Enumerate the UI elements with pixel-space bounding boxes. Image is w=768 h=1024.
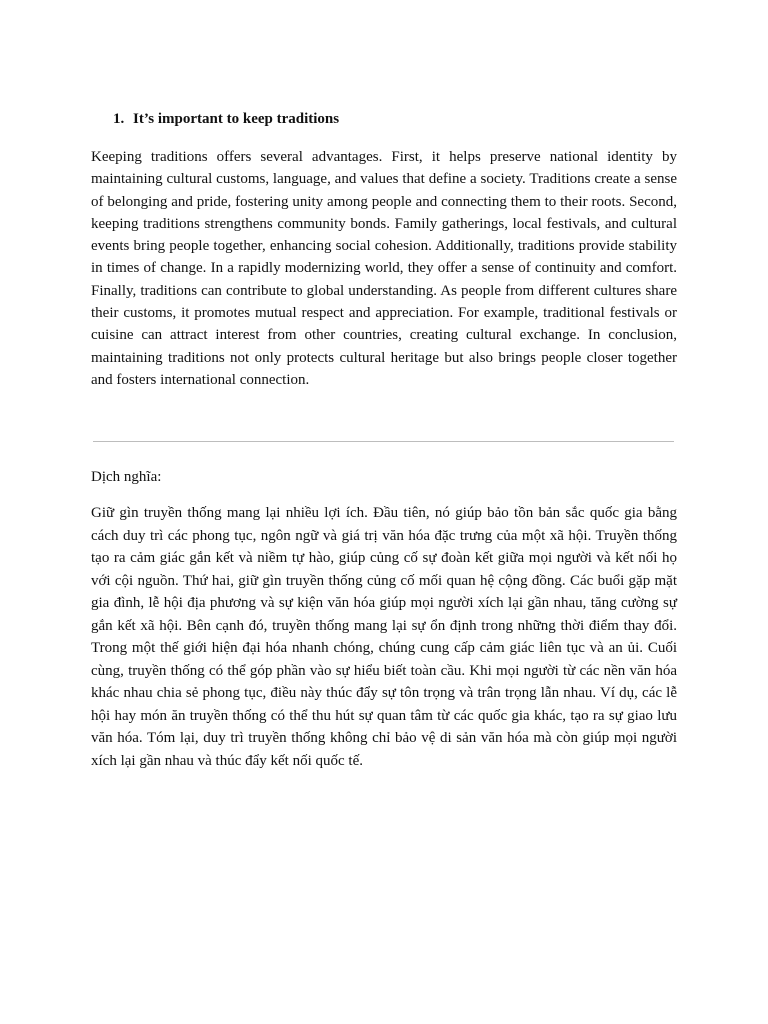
translation-label: Dịch nghĩa: [91,469,162,485]
section-number: 1. [113,111,125,127]
section-divider [93,441,674,442]
english-paragraph: Keeping traditions offers several advantages. First, it helps preserve national identity by maintaining cultural customs, language, and values that define a society. Traditions create a sense of belonging and pride, fostering unity among people and connecting them to their roots. Second, keeping traditions strengthens community bonds. Family gatherings, local festivals, and cultural events bring people together, enhancing social cohesion. Additionally, traditions provide stability in times of change. In a rapidly modernizing world, they offer a sense of continuity and comfort. Finally, traditions can contribute to global understanding. As people from different cultures share their customs, it promotes mutual respect and appreciation. For example, traditional festivals or cuisine can attract interest from other countries, creating cultural exchange. In conclusion, maintaining traditions not only protects cultural heritage but also brings people closer together and fosters international connection. [91,149,677,388]
vietnamese-paragraph: Giữ gìn truyền thống mang lại nhiều lợi ích. Đầu tiên, nó giúp bảo tồn bản sắc quốc gia bằng cách duy trì các phong tục, ngôn ngữ và giá trị văn hóa đặc trưng của một xã hội. Truyền thống tạo ra cảm giác gắn kết và niềm tự hào, giúp củng cố sự đoàn kết giữa mọi người và kết nối họ với cội nguồn. Thứ hai, giữ gìn truyền thống củng cố mối quan hệ cộng đồng. Các buổi gặp mặt gia đình, lễ hội địa phương và sự kiện văn hóa giúp mọi người xích lại gần nhau, tăng cường sự gắn kết xã hội. Bên cạnh đó, truyền thống mang lại sự ổn định trong những thời điểm thay đổi. Trong một thế giới hiện đại hóa nhanh chóng, chúng cung cấp cảm giác liên tục và an ủi. Cuối cùng, truyền thống có thể góp phần vào sự hiểu biết toàn cầu. Khi mọi người từ các nền văn hóa khác nhau chia sẻ phong tục, điều này thúc đẩy sự tôn trọng và trân trọng lẫn nhau. Ví dụ, các lễ hội hay món ăn truyền thống có thể thu hút sự quan tâm từ các quốc gia khác, tạo ra sự giao lưu văn hóa. Tóm lại, duy trì truyền thống không chỉ bảo vệ di sản văn hóa mà còn giúp mọi người xích lại gần nhau và thúc đẩy kết nối quốc tế. [91,505,677,769]
section-title: It’s important to keep traditions [133,111,340,127]
section-heading [113,108,339,130]
